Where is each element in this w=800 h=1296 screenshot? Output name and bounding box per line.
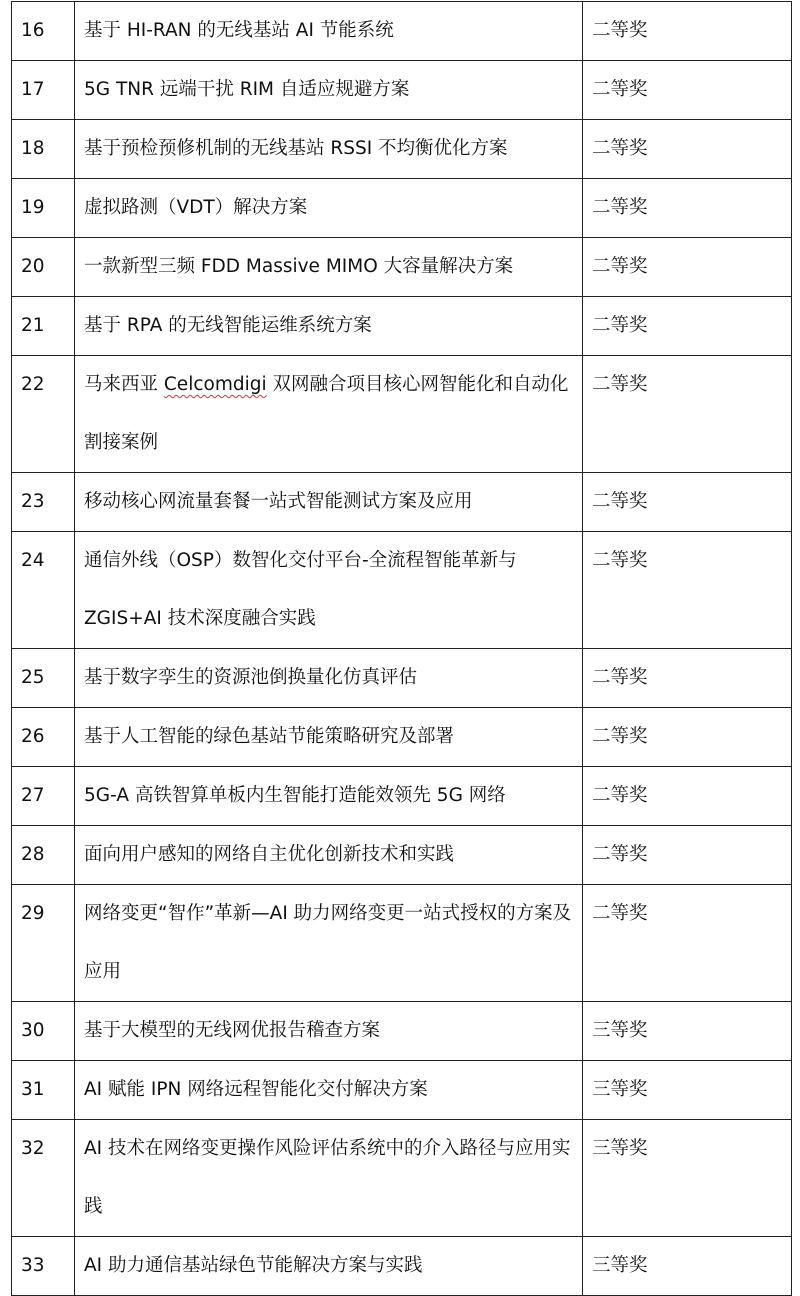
table-row	[12, 885, 792, 1002]
award-level: 二等奖	[583, 826, 792, 885]
project-title: 基于 HI-RAN 的无线基站 AI 节能系统	[75, 2, 583, 61]
table-row	[12, 356, 792, 473]
row-number: 24	[12, 532, 75, 649]
row-number: 21	[12, 297, 75, 356]
award-level: 二等奖	[583, 238, 792, 297]
row-number: 16	[12, 2, 75, 61]
award-level: 三等奖	[583, 1237, 792, 1296]
row-number: 25	[12, 649, 75, 708]
project-title	[75, 356, 583, 473]
table-row	[12, 179, 792, 238]
project-title: AI 助力通信基站绿色节能解决方案与实践	[75, 1237, 583, 1296]
table-row	[12, 473, 792, 532]
table-row	[12, 767, 792, 826]
award-level: 二等奖	[583, 179, 792, 238]
table-row	[12, 238, 792, 297]
project-title: 移动核心网流量套餐一站式智能测试方案及应用	[75, 473, 583, 532]
award-table	[11, 1, 792, 1296]
project-title: 网络变更“智作”革新—AI 助力网络变更一站式授权的方案及应用	[75, 885, 583, 1002]
spellcheck-underlined-word: Celcomdigi	[163, 374, 267, 395]
project-title: 基于预检预修机制的无线基站 RSSI 不均衡优化方案	[75, 120, 583, 179]
award-level: 二等奖	[583, 649, 792, 708]
award-level: 二等奖	[583, 767, 792, 826]
table-row	[12, 826, 792, 885]
award-level: 二等奖	[583, 885, 792, 1002]
table-row	[12, 61, 792, 120]
award-level: 二等奖	[583, 297, 792, 356]
project-title: 基于 RPA 的无线智能运维系统方案	[75, 297, 583, 356]
row-number: 23	[12, 473, 75, 532]
row-number: 32	[12, 1120, 75, 1237]
table-row	[12, 708, 792, 767]
project-title: 虚拟路测（VDT）解决方案	[75, 179, 583, 238]
project-title: 基于人工智能的绿色基站节能策略研究及部署	[75, 708, 583, 767]
project-title: 基于大模型的无线网优报告稽查方案	[75, 1002, 583, 1061]
award-level: 三等奖	[583, 1002, 792, 1061]
award-level: 三等奖	[583, 1120, 792, 1237]
project-title: 5G-A 高铁智算单板内生智能打造能效领先 5G 网络	[75, 767, 583, 826]
award-level: 二等奖	[583, 2, 792, 61]
row-number: 28	[12, 826, 75, 885]
row-number: 22	[12, 356, 75, 473]
table-row	[12, 1120, 792, 1237]
row-number: 31	[12, 1061, 75, 1120]
award-level: 三等奖	[583, 1061, 792, 1120]
award-level: 二等奖	[583, 473, 792, 532]
table-row	[12, 120, 792, 179]
table-row	[12, 297, 792, 356]
table-row	[12, 649, 792, 708]
award-level: 二等奖	[583, 61, 792, 120]
row-number: 26	[12, 708, 75, 767]
title-prefix: 马来西亚	[84, 374, 164, 395]
table-row	[12, 2, 792, 61]
project-title: 面向用户感知的网络自主优化创新技术和实践	[75, 826, 583, 885]
row-number: 27	[12, 767, 75, 826]
project-title: AI 赋能 IPN 网络远程智能化交付解决方案	[75, 1061, 583, 1120]
row-number: 30	[12, 1002, 75, 1061]
row-number: 17	[12, 61, 75, 120]
project-title: 基于数字孪生的资源池倒换量化仿真评估	[75, 649, 583, 708]
project-title: 5G TNR 远端干扰 RIM 自适应规避方案	[75, 61, 583, 120]
project-title: AI 技术在网络变更操作风险评估系统中的介入路径与应用实践	[75, 1120, 583, 1237]
table-row	[12, 1061, 792, 1120]
row-number: 20	[12, 238, 75, 297]
row-number: 19	[12, 179, 75, 238]
award-level: 二等奖	[583, 120, 792, 179]
award-level: 二等奖	[583, 708, 792, 767]
table-row	[12, 1002, 792, 1061]
award-level: 二等奖	[583, 356, 792, 473]
table-row	[12, 1237, 792, 1296]
award-level: 二等奖	[583, 532, 792, 649]
project-title: 一款新型三频 FDD Massive MIMO 大容量解决方案	[75, 238, 583, 297]
project-title: 通信外线（OSP）数智化交付平台-全流程智能革新与 ZGIS+AI 技术深度融合实践	[75, 532, 583, 649]
row-number: 18	[12, 120, 75, 179]
row-number: 29	[12, 885, 75, 1002]
row-number: 33	[12, 1237, 75, 1296]
table-row	[12, 532, 792, 649]
title-suffix: 双网融合项目核心网智能化和自动化割接案例	[84, 374, 569, 453]
